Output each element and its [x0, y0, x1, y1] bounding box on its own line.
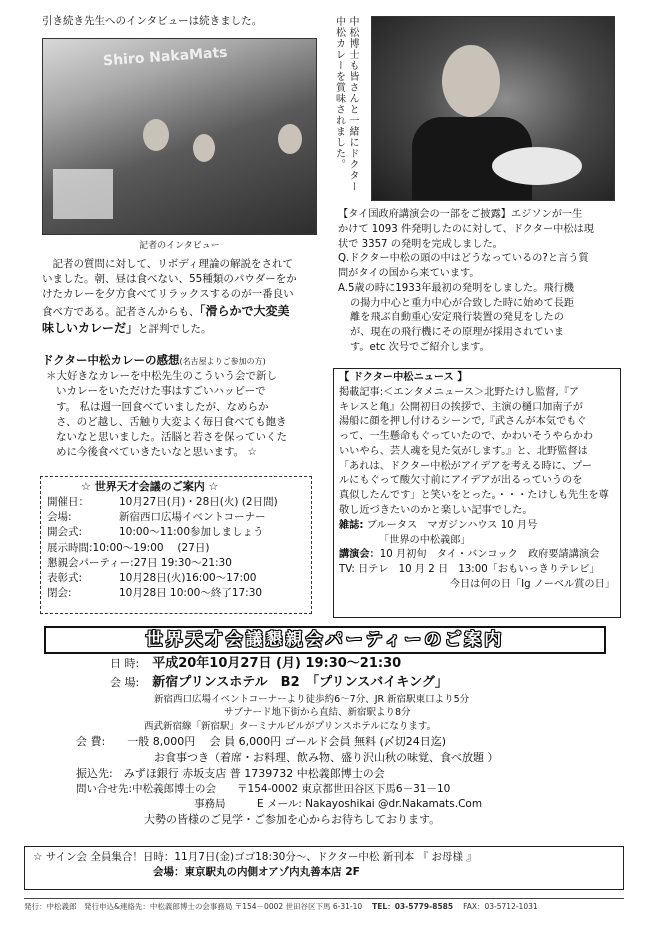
party-date-label: 日 時: — [110, 657, 140, 670]
party-bank: みずほ銀行 赤坂支店 普 1739732 中松義郎博士の会 — [123, 766, 385, 780]
photo-person — [143, 119, 169, 151]
interview-photo — [42, 38, 317, 235]
footer-publisher: 発行：中松義郎 発行申込&連絡先：中松義郎博士の会事務局 〒154－0002 世田谷区下馬 6-31-10 — [24, 902, 363, 911]
impressions-note: (名古屋よりご参加の方) — [179, 357, 266, 366]
news-line: 敬し近づきたいのかと楽しい記事でした。 — [339, 505, 533, 517]
photo-person — [193, 134, 215, 162]
news-title: 【 ドクター中松ニュース 】 — [339, 372, 468, 383]
impressions-line: さ、のど越し、舌触り大変よく毎日食べても飽き — [56, 415, 287, 428]
body-line: と評判でした。 — [138, 323, 212, 336]
doctor-photo — [371, 16, 615, 201]
thai-line: 【タイ国政府講演会の一部をご披露】エジソンが一生 — [338, 209, 583, 220]
news-line: 真似したんです」と笑いをとった。・・・たけしも先生を尊 — [339, 490, 609, 502]
body-quote: 味しいカレーだ」 — [42, 321, 139, 336]
news-line: キレスと亀』公開初日の挨拶で、主演の樋口加南子が — [339, 401, 583, 413]
tv-value: 日テレ 10 月 2 日 13:00「おもいっきりテレビ」 — [358, 564, 600, 576]
tv-label: TV: — [339, 564, 355, 576]
news-line: いいやら、芸人魂を見た気がします。』と、北野監督は — [339, 445, 588, 457]
signing-box — [24, 846, 624, 890]
news-line: 「あれは、ドクター中松がアイデアを考える時に、プー — [339, 460, 593, 472]
impressions-line: いカレーをいただけた事はすごいハッピーで — [56, 385, 266, 398]
news-line: 掲載記事:＜エンタメニュース＞北野たけし監督,『ア — [339, 386, 580, 398]
party-fee-sub: お食事つき（着席・お料理、飲み物、盛り沢山秋の味覚、食べ放題 ） — [154, 750, 499, 764]
party-access-line: 西武新宿線「新宿駅」ターミナルビルがプリンスホテルになります。 — [144, 721, 437, 733]
party-office-label: 事務局 — [194, 798, 226, 811]
body-line: けたカレーを夕方食べてリラックスするのが一番良い — [42, 288, 294, 301]
schedule-row: 表彰式: 10月28日(火)16:00～17:00 — [47, 572, 257, 585]
party-contact: 中松義郎博士の会 〒154-0002 東京都世田谷区下馬6－31－10 — [132, 782, 451, 795]
schedule-row: 開会式: 10:00～11:00参加しましょう — [47, 526, 264, 539]
lecture-value: 10 月初旬 タイ・バンコック 政府要請講演会 — [379, 549, 600, 561]
signing-venue: 会場：東京駅丸の内側オアゾ内丸善本店 2F — [153, 866, 360, 879]
conference-box-title: ☆ 世界天才会議のご案内 ☆ — [81, 480, 219, 493]
body-quote: 「滑らかで大変美 — [199, 303, 290, 318]
photo-plate — [492, 147, 582, 185]
schedule-row: 閉会: 10月28日 10:00～終了17:30 — [47, 587, 263, 600]
thai-line: 離を飛ぶ自動重心安定飛行装置の発見をしたの — [350, 312, 564, 324]
interview-body — [42, 257, 322, 337]
thai-line: の揚力中心と重力中心が合致した時に始めて長距 — [350, 297, 575, 309]
magazine-sub: 「世界の中松義郎」 — [379, 534, 471, 546]
thai-line: 問がタイの国から来ています。 — [338, 268, 480, 280]
vertical-caption: 中松博士も皆さんと一緒にドクター 中松カレーを賞味されました。 — [333, 16, 358, 192]
party-fee: 一般 8,000円 会 員 6,000円 ゴールド会員 無料 (〆切24日迄) — [127, 734, 447, 748]
news-line: ルにもぐって酸欠寸前にアイデアが出るっていうのを — [339, 475, 583, 487]
thai-line: かけて 1093 件発明したのに対して、ドクター中松は現 — [338, 223, 594, 235]
signing-line: ☆ サイン会 全員集合！日時：11月7日(金)ゴゴ18:30分～、ドクター中松 新刊本 『 お母様 』 — [33, 851, 477, 863]
party-date: 平成20年10月27日 (月) 19:30～21:30 — [152, 656, 402, 671]
schedule-row: 開催日： 10月27日(月)・28日(火) (2日間) — [47, 495, 278, 508]
footer — [24, 898, 624, 913]
schedule-row: 会場: 新宿西口広場イベントコーナー — [47, 511, 266, 524]
photo-person — [442, 45, 500, 117]
thai-line: す。etc 次号でご紹介します。 — [350, 342, 490, 354]
party-banner: 世界天才会議懇親会パーティーのご案内 — [44, 626, 606, 654]
impressions-title: ドクター中松カレーの感想 — [42, 353, 180, 367]
thai-line: 状で 3357 の発明を完成しました。 — [338, 238, 503, 250]
party-email-label: E メール: — [257, 798, 302, 811]
impressions-section — [42, 352, 327, 461]
party-closing: 大勢の皆様のご見学・ご参加を心からお待ちしております。 — [144, 813, 441, 827]
lecture-label: 講演会： — [339, 549, 380, 561]
impressions-line: ＊大好きなカレーを中松先生のこういう会で新し — [46, 370, 277, 383]
body-line: 食べ方である。記者さんからも、 — [42, 305, 200, 318]
magazine-label: 雑誌: — [339, 519, 364, 531]
party-venue: 新宿プリンスホテル B2 「プリンスバイキング」 — [152, 674, 448, 690]
photo-person — [278, 124, 302, 154]
party-access-line: 新宿西口広場イベントコーナーより徒歩約6～7分、JR 新宿駅東口より5分 — [154, 693, 470, 705]
impressions-line: めに今後食べていきたいなと思います。 ☆ — [56, 446, 257, 459]
party-contact-label: 問い合せ先: — [76, 782, 133, 795]
photo-laptop — [53, 169, 113, 219]
party-bank-label: 振込先: — [76, 766, 113, 780]
news-line: って、一生懸命もぐっていたので、かわいそうやらかわ — [339, 431, 594, 443]
body-line: 記者の質問に対して、リボディ理論の解説をされて — [52, 258, 293, 270]
impressions-line: ないなと思いました。活脳と若さを保っていくた — [56, 431, 287, 444]
magazine-value: ブルータス マガジンハウス 10 月号 — [366, 519, 538, 531]
footer-fax: FAX：03-5712-1031 — [463, 902, 538, 911]
conference-info-box — [40, 476, 312, 614]
impressions-line: す。 私は週一回食べていましたが、なめらか — [56, 400, 269, 413]
thai-line: Q.ドクター中松の頭の中はどうなっているの?と言う質 — [338, 253, 589, 265]
body-line: いました。朝、昼は食べない、55種類のパウダーをか — [42, 273, 297, 286]
party-details — [44, 655, 624, 828]
party-email: Nakayoshikai @dr.Nakamats.Com — [305, 798, 483, 811]
thai-line: が、現在の飛行機にその原理が採用されていま — [350, 327, 564, 339]
party-access-line: サブナード地下街から直結、新宿駅より8分 — [224, 707, 411, 719]
party-venue-label: 会 場: — [110, 675, 140, 689]
footer-tel: TEL：03-5779-8585 — [372, 902, 454, 911]
schedule-row: 懇親会パーティー: 27日 19:30～21:30 — [47, 556, 232, 569]
photo-sign-text: Shiro NakaMats — [102, 44, 228, 70]
news-line: 湯船に顔を押し付けるシーンで,『武さんが本気でもぐ — [339, 416, 587, 428]
news-box — [333, 368, 621, 618]
party-fee-label: 会 費: — [76, 734, 106, 748]
thai-line: A.5歳の時に1933年最初の発明をしました。飛行機 — [338, 282, 574, 294]
interview-photo-caption: 記者のインタビュー — [139, 241, 220, 251]
intro-line: 引き続き先生へのインタビューは続きました。 — [42, 15, 263, 27]
tv-sub: 今日は何の日「Ig ノーベル賞の日」 — [449, 578, 615, 590]
thai-lecture-section — [338, 208, 620, 356]
schedule-row: 展示時間: 10:00～19:00 (27日) — [47, 541, 210, 554]
